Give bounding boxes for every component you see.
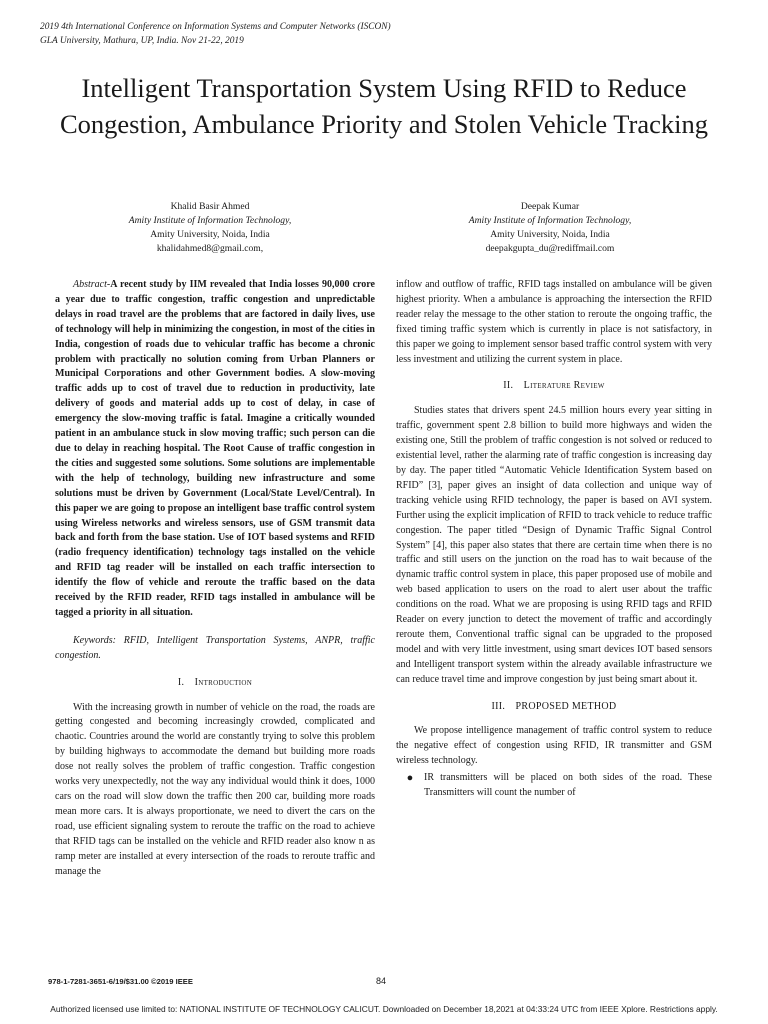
right-column <box>396 278 712 801</box>
proposed-method-paragraph: We propose intelligence management of traffic control system to reduce the negative effect of congestion using RFID, IR transmitter and GSM wireless technology. <box>396 725 712 767</box>
author-email: deepakgupta_du@rediffmail.com <box>485 243 615 254</box>
footer-isbn: 978-1-7281-3651-6/19/$31.00 ©2019 IEEE <box>48 977 193 986</box>
abstract-text: A recent study by IIM revealed that India losses 90,000 crore a year due to traffic congestion, traffic congestion and unpredictable delays in road travel are the problems that are factored in daily lives, use of technology will help in minimizing the congestion, in most of the cities in India, congestion of roads due to vehicular traffic has become a chronic problem with practically no solution coming from Urban Planners or Municipal Corporations and other Government bodies. A slow-moving traffic adds up to cost of travel due to reduction in productivity, late delivery of goods and material adds up to cost of delay, in case of emergency the slow-moving traffic is fatal. Imagine a critically wounded patient in an ambulance stuck in slow moving traffic; such person can die due to delay in reaching hospital. The Root Cause of traffic congestion in the cities and suggested some solutions. Some solutions are implementable with the help of technology, building new infrastructure and some solutions must be driven by Government (Local/State Level/Central). In this paper we are going to propose an intelligent base traffic control system using Wireless networks and wireless sensors, use of GSM transmit data back and forth from the base station. Use of IOT based systems and RFID (radio frequency identification) technology tags installed on the vehicle and RFID tag reader will be installed on each traffic intersection to identify the flow of vehicle and reroute the traffic based on the data received by the RFID reader, RFID tags installed in ambulance will be tagged a priority in all situation. <box>55 279 375 618</box>
section-heading-introduction: I. Introduction <box>177 676 253 688</box>
conference-name: 2019 4th International Conference on Information Systems and Computer Networks (ISCON) <box>40 22 391 32</box>
author-affiliation: Amity Institute of Information Technology, <box>468 215 632 226</box>
bullet-text: IR transmitters will be placed on both sides of the road. These Transmitters will count the number of <box>424 772 712 799</box>
left-column <box>55 278 375 879</box>
author-block-1 <box>60 200 360 256</box>
author-affiliation: Amity Institute of Information Technology, <box>128 215 292 226</box>
bullet-item <box>396 771 712 801</box>
conference-location: GLA University, Mathura, UP, India. Nov 21-22, 2019 <box>40 36 244 46</box>
bullet-icon: ● <box>406 772 414 785</box>
paper-title: Intelligent Transportation System Using RFID to Reduce Congestion, Ambulance Priority and Stolen Vehicle Tracking <box>60 73 708 139</box>
author-name: Deepak Kumar <box>520 201 580 212</box>
introduction-paragraph: With the increasing growth in number of vehicle on the road, the roads are getting congested and becoming increasingly crowded, complicated and chaotic. Countries around the world are constantly trying to solve this problem by building highways to accommodate the demand but building more roads dose not really solves the problem of traffic congestion. Traffic congestion works very unexpectedly, not the way any individual would think it does, 1000 cars on the road will slow down the traffic then 200 car, building more roads mean more cars. It is always proportionate, we need to divert the cars on the road, use efficient signaling system to reroute the traffic on the road to achieve that RFID tags can be installed on the vehicle and RFID reader also know n as ramp meter are installed at every intersection of the roads to reroute traffic and manage the <box>55 701 375 877</box>
author-name: Khalid Basir Ahmed <box>170 201 250 212</box>
author-email: khalidahmed8@gmail.com, <box>156 243 264 254</box>
license-notice: Authorized licensed use limited to: NATIONAL INSTITUTE OF TECHNOLOGY CALICUT. Downloaded on December 18,2021 at 04:33:24 UTC from IEEE Xplore. Restrictions apply. <box>50 1004 718 1014</box>
introduction-continued-paragraph: inflow and outflow of traffic, RFID tags installed on ambulance will be given highest priority. When a ambulance is approaching the intersection the RFID reader relay the message to the other station to reroute the ongoing traffic, the fixed timing traffic system which is currently in place is not satisfactory, in this paper we going to implement sensor based traffic control system with very less investment and utilizing the current system in place. <box>396 279 712 365</box>
page-number: 84 <box>376 976 387 986</box>
section-heading-proposed-method: III. PROPOSED METHOD <box>491 700 617 712</box>
abstract-label: Abstract- <box>73 279 111 290</box>
author-university: Amity University, Noida, India <box>490 229 610 240</box>
literature-review-paragraph: Studies states that drivers spent 24.5 million hours every year sitting in traffic, government spent 2.8 billion to build more highways and widen the existing one, Still the problem of traffic congestion is not solved or reduced to existential level, rather the alarming rate of traffic congestion is increasing day by day. The paper titled “Automatic Vehicle Identification System based on RFID” [3], paper gives an insight of data collection and unique way of tracking vehicle using RFID technology, the paper is based on AVI system. Further using the explicit implication of RFID to track vehicle to reduce traffic congestion. The paper titled “Design of Dynamic Traffic Signal Control System” [4], this paper also states that there are certain time when there is no traffic and still users on the junction on the road has to wait because of the dynamic traffic control system in place, this paper proposed use of mobile and web based application to users on the road to alert user about the traffic conditions on the road. What we are proposing is using RFID tags and RFID Reader on every junction to detect the movement of traffic and accordingly reroute them, Conventional traffic signal can be upgraded to the proposed model and with very little investment, using smart devices IOT based sensors and Intelligent transport system within the already available infrastructure we can reduce travel time and improve congestion by just being smart about it. <box>396 405 712 685</box>
conference-header <box>40 20 391 48</box>
author-block-2 <box>400 200 700 256</box>
author-university: Amity University, Noida, India <box>150 229 270 240</box>
abstract <box>55 278 375 621</box>
section-heading-literature-review: II. Literature Review <box>503 380 605 392</box>
keywords: Keywords: RFID, Intelligent Transportation Systems, ANPR, traffic congestion. <box>55 634 375 661</box>
